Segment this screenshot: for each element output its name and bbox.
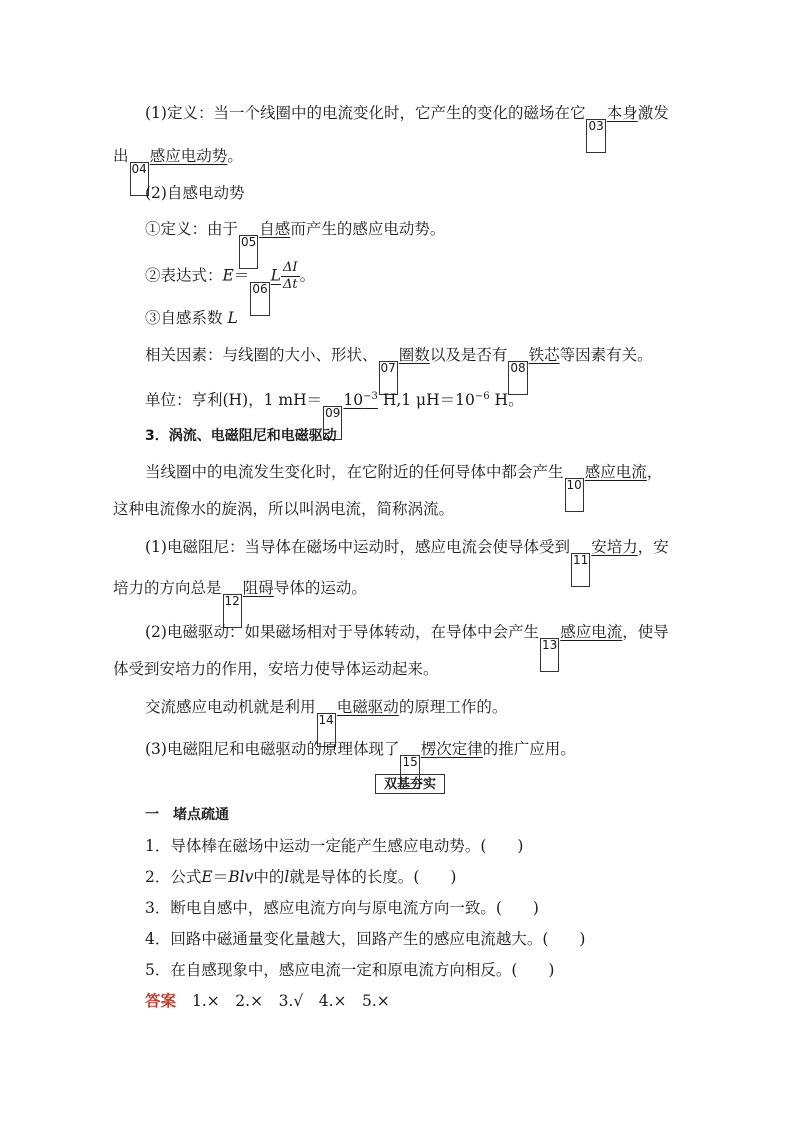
- blank-number: 11: [571, 553, 590, 587]
- text: H,1 μH＝10: [377, 391, 475, 409]
- answer-label: 答案: [145, 992, 177, 1010]
- symbol-blv: Blv: [228, 868, 254, 886]
- text: 一 堵点疏通: [145, 807, 229, 823]
- answer-text: 铁芯: [528, 346, 560, 364]
- text: 5．在自感现象中，感应电流一定和原电流方向相反。( ): [145, 961, 555, 979]
- question-3: [145, 898, 539, 918]
- text: 出: [113, 147, 129, 165]
- text: 3．涡流、电磁阻尼和电磁驱动: [145, 428, 337, 444]
- text: 3．断电自感中，感应电流方向与原电流方向一致。( ): [145, 899, 539, 917]
- answer-text: 楞次定律: [420, 740, 483, 758]
- text: (1)定义：当一个线圈中的电流变化时，它产生的变化的磁场在它: [145, 104, 586, 122]
- exponent: −6: [474, 391, 490, 402]
- blank-number: 04: [130, 162, 149, 196]
- text: 体受到安培力的作用，安培力使导体运动起来。: [113, 660, 439, 678]
- text: ③自感系数: [145, 309, 228, 327]
- question-5: [145, 960, 554, 980]
- answer-values: 1.× 2.× 3.√ 4.× 5.×: [192, 992, 390, 1010]
- text: 就是导体的长度。( ): [289, 868, 457, 886]
- answer-exponent: −3: [363, 391, 378, 402]
- question-4: [145, 929, 585, 949]
- text: 培力的方向总是: [113, 579, 222, 597]
- section-3-heading: [145, 426, 337, 446]
- text: ＝: [233, 266, 250, 285]
- symbol-l: L: [227, 309, 238, 327]
- blank-number: 15: [400, 755, 419, 789]
- blank-number: 10: [565, 478, 584, 512]
- text: ①定义：由于: [145, 220, 239, 238]
- text: 以及是否有: [429, 346, 508, 364]
- inductance-heading: [145, 308, 238, 328]
- text: 交流感应电动机就是利用: [145, 698, 316, 716]
- text: 。: [299, 266, 316, 285]
- answer-base: 10: [343, 391, 364, 409]
- drive-line-2: [113, 659, 439, 679]
- lenz-line: [145, 739, 576, 789]
- damping-line-2: [113, 578, 367, 628]
- text: 而产生的感应电动势。: [290, 220, 446, 238]
- fraction-denominator: Δt: [282, 277, 298, 292]
- blank-number: 13: [540, 638, 559, 672]
- text: (2)电磁驱动：如果磁场相对于导体转动，在导体中会产生: [145, 623, 539, 641]
- text: 中的: [253, 868, 285, 886]
- answer-text: 感应电流: [584, 463, 647, 481]
- text: (2)自感电动势: [145, 184, 245, 202]
- blank-number: 06: [250, 282, 269, 316]
- question-2: [145, 867, 456, 887]
- text: 2．公式: [145, 868, 202, 886]
- answer-text: 阻碍: [242, 579, 274, 597]
- blank-number: 09: [323, 406, 342, 440]
- text: ②表达式：: [145, 266, 223, 285]
- subheading-self-emf: [145, 183, 244, 203]
- text: (3)电磁阻尼和电磁驱动的原理体现了: [145, 740, 400, 758]
- answer-text: 圈数: [398, 346, 430, 364]
- section-banner: 双基夯实: [375, 774, 445, 794]
- text: 激发: [637, 104, 669, 122]
- answer-line: [145, 991, 390, 1011]
- answer-text: 电磁驱动: [336, 698, 399, 716]
- blank-number: 14: [317, 713, 336, 747]
- text: 的原理工作的。: [398, 698, 508, 716]
- blank-number: 08: [508, 361, 527, 395]
- text: 这种电流像水的旋涡，所以叫涡电流，简称涡流。: [113, 500, 455, 518]
- question-1: [145, 836, 523, 856]
- text: 导体的运动。: [273, 579, 367, 597]
- text: 相关因素：与线圈的大小、形状、: [145, 346, 378, 364]
- text: 单位：亨利(H)，1 mH＝: [145, 391, 323, 409]
- text: ，: [646, 463, 663, 481]
- text: 当线圈中的电流发生变化时，在它附近的任何导体中都会产生: [145, 463, 564, 481]
- answer-text: 安培力: [591, 538, 638, 556]
- symbol-l: l: [284, 868, 290, 886]
- text: ，安: [637, 538, 669, 556]
- fraction: [281, 260, 300, 293]
- answer-text: 感应电动势: [149, 147, 228, 165]
- text: 1．导体棒在磁场中运动一定能产生感应电动势。( ): [145, 837, 524, 855]
- text: 的推广应用。: [482, 740, 576, 758]
- blank-number: 12: [223, 594, 242, 628]
- blank-number: 05: [239, 235, 258, 269]
- answer-text: 本身: [606, 104, 638, 122]
- eddy-line-2: [113, 499, 454, 519]
- text: (1)电磁阻尼：当导体在磁场中运动时，感应电流会使导体受到: [145, 538, 570, 556]
- answer-text: [343, 391, 377, 409]
- text: H。: [489, 391, 524, 409]
- text: ＝: [212, 868, 229, 886]
- text: 等因素有关。: [559, 346, 653, 364]
- answer-text: 感应电流: [560, 623, 623, 641]
- answer-text: 自感: [259, 220, 291, 238]
- blank-number: 07: [379, 361, 398, 395]
- fraction-numerator: ΔI: [281, 260, 300, 277]
- subheading-1: [145, 805, 229, 825]
- text: ，使导: [622, 623, 669, 641]
- text: 。: [227, 147, 243, 165]
- blank-number: 03: [586, 119, 605, 153]
- symbol-e: E: [222, 266, 234, 285]
- symbol-e: E: [201, 868, 213, 886]
- text: 4．回路中磁通量变化量越大，回路产生的感应电流越大。( ): [145, 930, 586, 948]
- answer-text: L: [270, 266, 281, 285]
